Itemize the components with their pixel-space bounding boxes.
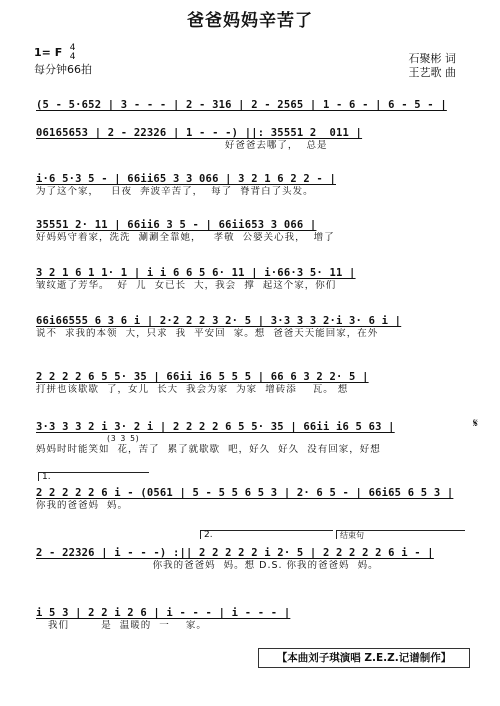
notes-row-4: 35551 2· 11 | 66ii6 3 5 - | 66ii653 3 066 |: [36, 219, 317, 231]
lyrics-row-3: 为了这个家， 日夜 奔波辛苦了， 每了 脊背白了头发。: [36, 186, 314, 197]
key-signature: [34, 44, 92, 62]
time-bottom: 4: [69, 52, 76, 62]
time-top: 4: [69, 43, 76, 53]
notes-row-8: 3·3 3 3 2 i 3· 2 i | 2 2 2 2 6 5 5· 35 | 66ii i6 5 63 |: [36, 421, 395, 433]
score-row-3: [36, 172, 464, 198]
score-row-4: [36, 218, 464, 244]
lyrics-row-6: 说不 求我的本领 大，只求 我 平安回 家。想 爸爸天天能回家，在外: [36, 328, 379, 339]
volta-2-bracket: [200, 530, 333, 539]
score-row-6: [36, 314, 464, 340]
lyrics-row-4: 好妈妈守着家，洗洗 涮涮全靠她， 孝敬 公婆关心我， 增了: [36, 232, 335, 243]
notes-row-5: 3 2 1 6 1 1· 1 | i i 6 6 5 6· 11 | i·66·3 5· 11 |: [36, 267, 356, 279]
page-title: 爸爸妈妈辛苦了: [187, 11, 313, 31]
notes-row-10: 2 - 22326 | i - - -) :|| 2 2 2 2 2 i 2· 5 | 2 2 2 2 2 6 i - |: [36, 547, 434, 559]
composer-label: 王艺歌 曲: [408, 66, 456, 79]
lyrics-row-11: 我们 是 温暖的 一 家。: [36, 620, 207, 631]
score-row-5: [36, 266, 464, 292]
lower-note-group: (3 3 5): [106, 434, 140, 443]
score-row-11: [36, 606, 464, 632]
notes-row-2: 06165653 | 2 - 22326 | 1 - - -) ||: 35551 2 011 |: [36, 127, 363, 139]
notes-row-6: 66i66555 6 3 6 i | 2·2 2 2 3 2· 5 | 3·3 3 3 2·i 3· 6 i |: [36, 315, 402, 327]
time-signature: [70, 44, 76, 62]
score-row-8: [36, 416, 478, 456]
notes-row-9: 2 2 2 2 2 6 i - (0561 | 5 - 5 5 6 5 3 | 2· 6 5 - | 66i65 6 5 3 |: [36, 487, 454, 499]
notes-row-7: 2 2 2 2 6 5 5· 35 | 66ii i6 5 5 5 | 66 6 3 2 2· 5 |: [36, 371, 369, 383]
notes-row-1: (5 - 5·652 | 3 - - - | 2 - 316 | 2 - 2565 | 1 - 6 - | 6 - 5 - |: [36, 99, 447, 111]
volta-1-label: 1.: [42, 472, 51, 482]
score-row-1: [36, 98, 464, 112]
lyrics-row-7: 打拼也该歇歇 了，女儿 长大 我会为家 为家 增砖添 瓦。 想: [36, 384, 349, 395]
score-meta-right: [409, 52, 457, 80]
score-row-7: [36, 370, 464, 396]
tempo-label: 每分钟66拍: [34, 63, 92, 76]
score-meta-left: [34, 44, 92, 78]
score-row-9: [36, 486, 464, 512]
volta-2-label: 2.: [204, 530, 213, 540]
footer-credit: 【本曲刘子琪演唱 Z.E.Z.记谱制作】: [258, 648, 470, 668]
key-label: 1= F: [34, 46, 63, 59]
lyrics-row-8: 妈妈时时能笑如 花，苦了 累了就歇歇 吧，好久 好久 没有回家，好想: [36, 444, 381, 455]
score-row-10: [36, 546, 464, 572]
lyricist-label: 石聚彬 词: [408, 52, 456, 65]
lyrics-row-5: 皱纹逝了芳华。 好 儿 女已长 大，我会 撑 起这个家，你们: [36, 280, 337, 291]
notes-row-11: i 5 3 | 2 2 i 2 6 | i - - - | i - - - |: [36, 607, 291, 619]
lyrics-row-9: 你我的爸爸妈 妈。: [36, 500, 129, 511]
coda-label: 结束句: [340, 531, 364, 540]
segno-sign: 𝄋: [472, 416, 478, 430]
lyrics-row-2: 好爸爸去哪了， 总是: [36, 140, 328, 151]
lyrics-row-10: 你我的爸爸妈 妈。想 D.S. 你我的爸爸妈 妈。: [36, 560, 379, 571]
volta-1-bracket: [38, 472, 149, 481]
score-row-2: [36, 126, 464, 152]
notes-row-3: i·6 5·3 5 - | 66ii65 3 3 066 | 3 2 1 6 2 2 - |: [36, 173, 336, 185]
